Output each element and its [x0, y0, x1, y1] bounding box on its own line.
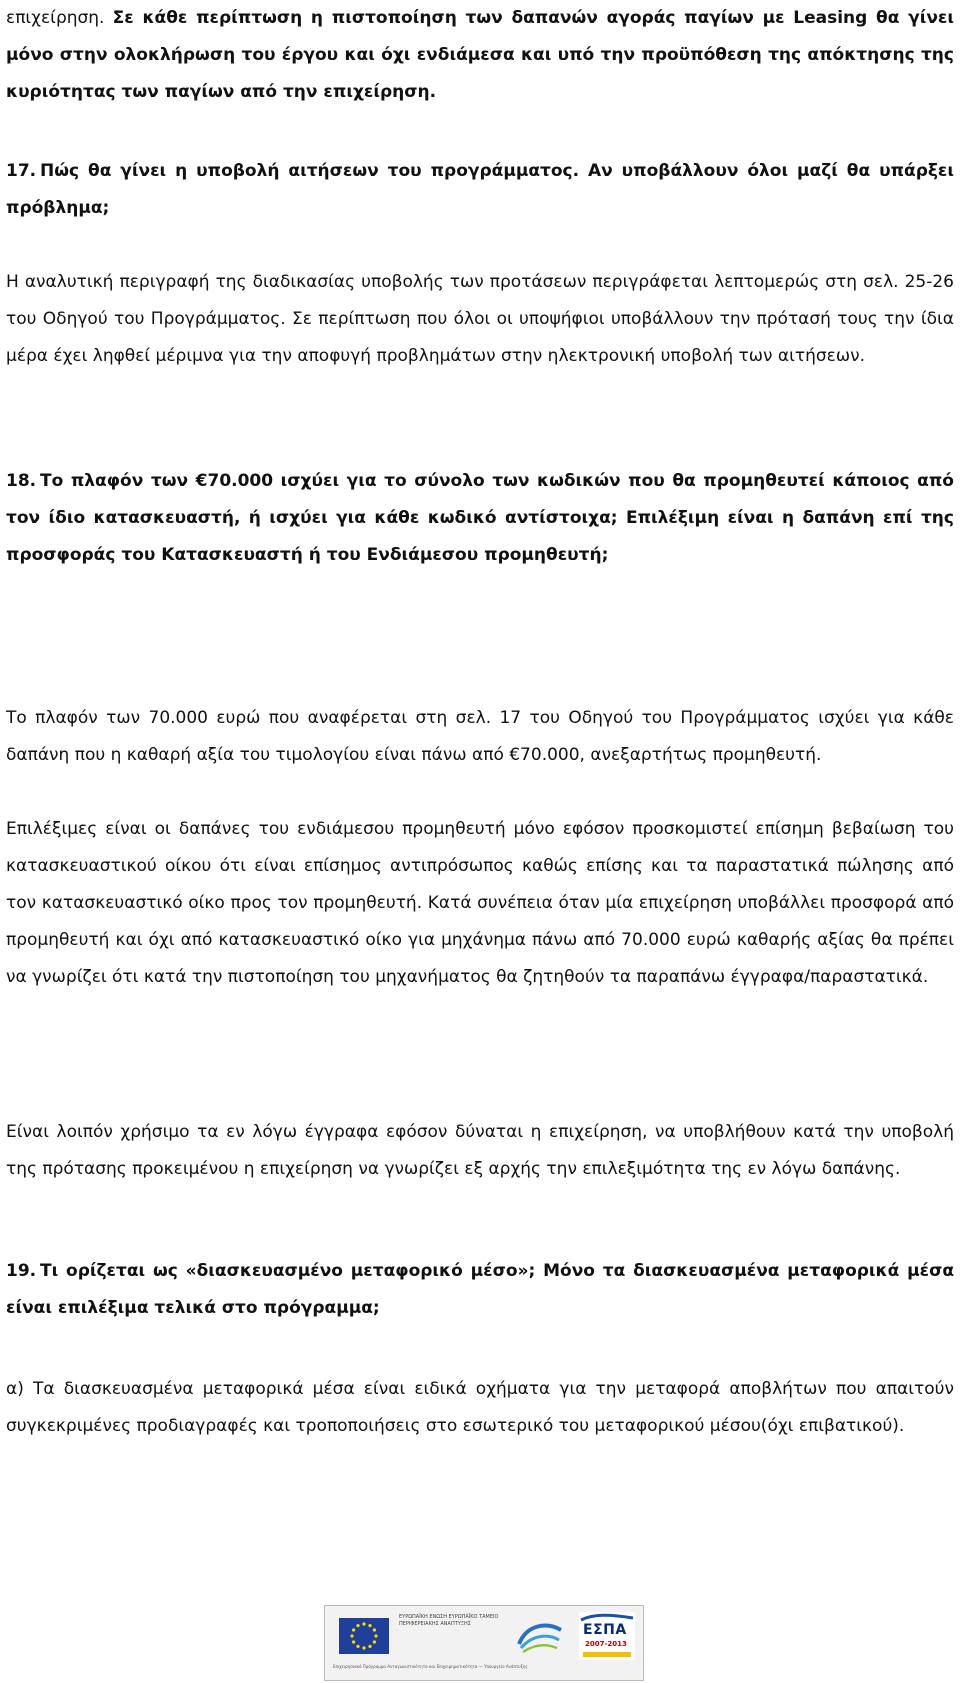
answer-18-paragraph-2 [6, 811, 954, 996]
answer-17-paragraph [6, 264, 954, 375]
answer-18-paragraph-3 [6, 1114, 954, 1188]
answer-text: Είναι λοιπόν χρήσιμο τα εν λόγω έγγραφα εφόσον δύναται η επιχείρηση, να υποβλήθουν κατά την υποβολή της πρότασης προκειμένου η επιχείρηση να γνωρίζει εξ αρχής την επιλεξιμότητα της εν λόγω δαπάνης. [6, 1122, 954, 1179]
question-number: 19. [6, 1261, 37, 1281]
answer-text: Το πλαφόν των 70.000 ευρώ που αναφέρεται στη σελ. 17 του Οδηγού του Προγράμματος ισχύει για κάθε δαπάνη που η καθαρή αξία του τιμολογίου είναι πάνω από €70.000, ανεξαρτήτως προμηθευτή. [6, 708, 954, 765]
eu-flag-icon [339, 1618, 389, 1654]
answer-text: α) Τα διασκευασμένα μεταφορικά μέσα είναι ειδικά οχήματα για την μεταφορά αποβλήτων που απαιτούν συγκεκριμένες προδιαγραφές και τροποποιήσεις στο εσωτερικό του μεταφορικού μέσου(όχι επιβατικού). [6, 1379, 954, 1436]
intro-plain: επιχείρηση. [6, 8, 113, 28]
answer-text: Η αναλυτική περιγραφή της διαδικασίας υποβολής των προτάσεων περιγράφεται λεπτομερώς στη σελ. 25-26 του Οδηγού του Προγράμματος. Σε περίπτωση που όλοι οι υποψήφιοι υποβάλλουν την πρότασή τους την ίδια μέρα έχει ληφθεί μέριμνα για την αποφυγή προβλημάτων στην ηλεκτρονική υποβολή των αιτήσεων. [6, 272, 954, 366]
question-17 [6, 153, 954, 227]
program-swirl-logo-icon [513, 1616, 567, 1656]
intro-paragraph [6, 0, 954, 111]
answer-18-paragraph-1 [6, 700, 954, 774]
espa-logo [579, 1612, 635, 1660]
question-text: Το πλαφόν των €70.000 ισχύει για το σύνολο των κωδικών που θα προμηθευτεί κάποιος από τον ίδιο κατασκευαστή, ή ισχύει για κάθε κωδικό αντίστοιχα; Επιλέξιμη είναι η δαπάνη επί της προσφοράς του Κατασκευαστή ή του Ενδιάμεσου προμηθευτή; [6, 471, 954, 565]
question-text: Πώς θα γίνει η υποβολή αιτήσεων του προγράμματος. Αν υποβάλλουν όλοι μαζί θα υπάρξει πρόβλημα; [6, 161, 954, 218]
espa-title: ΕΣΠΑ [583, 1622, 627, 1638]
eu-caption: ΕΥΡΩΠΑΪΚΗ ΕΝΩΣΗ ΕΥΡΩΠΑΪΚΟ ΤΑΜΕΙΟ ΠΕΡΙΦΕΡΕΙΑΚΗΣ ΑΝΑΠΤΥΞΗΣ [399, 1614, 499, 1627]
question-19 [6, 1253, 954, 1327]
footer-logo-bar [324, 1605, 644, 1681]
question-text: Τι ορίζεται ως «διασκευασμένο μεταφορικό μέσο»; Μόνο τα διασκευασμένα μεταφορικά μέσα είναι επιλέξιμα τελικά στο πρόγραμμα; [6, 1261, 954, 1318]
espa-years: 2007-2013 [585, 1640, 627, 1648]
answer-19-paragraph [6, 1371, 954, 1445]
question-number: 18. [6, 471, 37, 491]
footer-fine-print: Επιχειρησιακό Πρόγραμμα Ανταγωνιστικότητα και Επιχειρηματικότητα — Υπουργείο Ανάπτυξης [333, 1664, 528, 1669]
answer-text: Επιλέξιμες είναι οι δαπάνες του ενδιάμεσου προμηθευτή μόνο εφόσον προσκομιστεί επίσημη βεβαίωση του κατασκευαστικού οίκου ότι είναι επίσημος αντιπρόσωπος καθώς επίσης και τα παραστατικά πώλησης από τον κατασκευαστικό οίκο προς τον προμηθευτή. Κατά συνέπεια όταν μία επιχείρηση υποβάλλει προσφορά από προμηθευτή και όχι από κατασκευαστικό οίκο για μηχάνημα πάνω από 70.000 ευρώ καθαρής αξίας θα πρέπει να γνωρίζει ότι κατά την πιστοποίηση του μηχανήματος θα ζητηθούν τα παραπάνω έγγραφα/παραστατικά. [6, 819, 954, 987]
question-18 [6, 463, 954, 574]
question-number: 17. [6, 161, 37, 181]
intro-bold: Σε κάθε περίπτωση η πιστοποίηση των δαπανών αγοράς παγίων με Leasing θα γίνει μόνο στην ολοκλήρωση του έργου και όχι ενδιάμεσα και υπό την προϋπόθεση της απόκτησης της κυριότητας των παγίων από την επιχείρηση. [6, 8, 954, 102]
